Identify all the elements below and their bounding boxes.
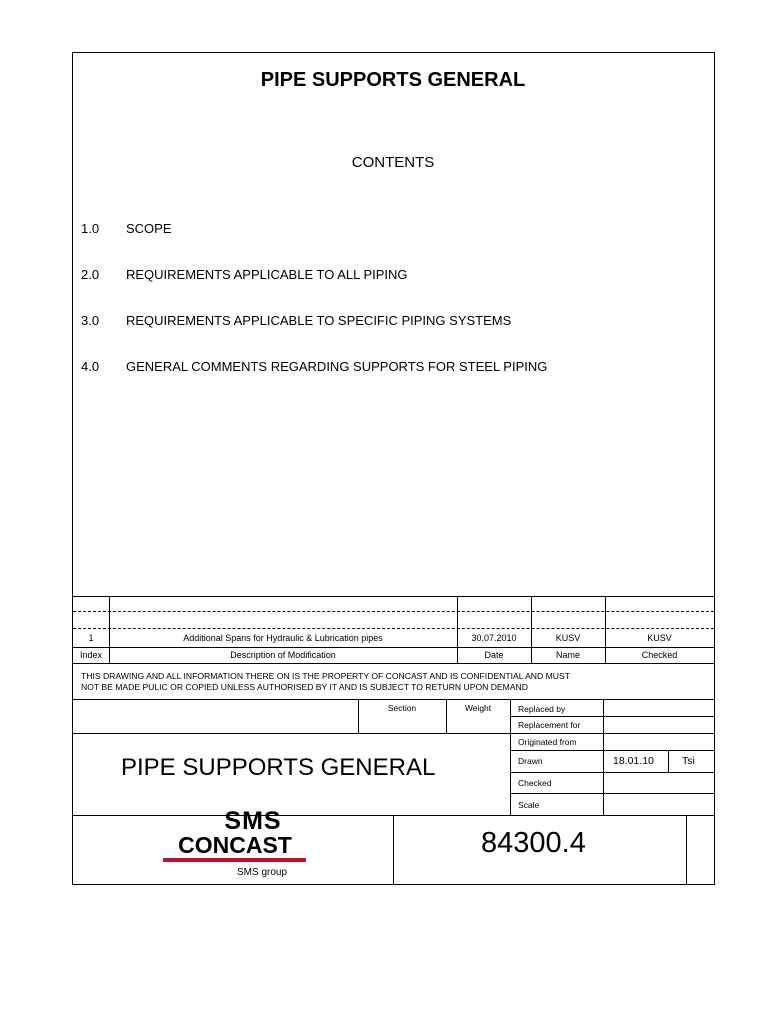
header-description: Description of Modification bbox=[230, 650, 336, 660]
toc-text: REQUIREMENTS APPLICABLE TO SPECIFIC PIPING SYSTEMS bbox=[126, 313, 512, 328]
toc-number: 3.0 bbox=[81, 313, 100, 328]
toc-number: 1.0 bbox=[81, 221, 100, 236]
revision-name: KUSV bbox=[555, 633, 581, 643]
drawn-label: Drawn bbox=[518, 756, 543, 766]
toc-text: GENERAL COMMENTS REGARDING SUPPORTS FOR STEEL PIPING bbox=[126, 359, 548, 374]
weight-label: Weight bbox=[464, 703, 492, 713]
logo-group-text: SMS group bbox=[237, 867, 288, 878]
section-label: Section bbox=[387, 703, 417, 713]
revision-description: Additional Spans for Hydraulic & Lubrication pipes bbox=[183, 633, 383, 643]
toc-number: 2.0 bbox=[81, 267, 100, 282]
logo-red-bar bbox=[163, 858, 306, 862]
drawing-title: PIPE SUPPORTS GENERAL bbox=[121, 754, 436, 781]
header-checked: Checked bbox=[641, 650, 678, 660]
header-date: Date bbox=[484, 650, 504, 660]
contents-heading: CONTENTS bbox=[351, 154, 435, 171]
replacement-for-label: Replacement for bbox=[518, 720, 581, 730]
revision-checked: KUSV bbox=[647, 633, 672, 643]
revision-date: 30.07.2010 bbox=[471, 633, 517, 643]
toc-text: SCOPE bbox=[126, 221, 172, 236]
drawn-by: Tsi bbox=[682, 755, 695, 767]
document-title: PIPE SUPPORTS GENERAL bbox=[260, 69, 526, 91]
toc-number: 4.0 bbox=[81, 359, 100, 374]
notice-line: THIS DRAWING AND ALL INFORMATION THERE ON IS THE PROPERTY OF CONCAST AND IS CONFIDENTIAL AND MUST bbox=[81, 671, 570, 681]
header-index: Index bbox=[79, 650, 103, 660]
logo-concast-text: CONCAST bbox=[178, 832, 292, 858]
toc-text: REQUIREMENTS APPLICABLE TO ALL PIPING bbox=[126, 267, 408, 282]
replaced-by-label: Replaced by bbox=[518, 704, 566, 714]
originated-from-label: Originated from bbox=[518, 737, 577, 747]
scale-label: Scale bbox=[518, 800, 540, 810]
header-name: Name bbox=[555, 650, 580, 660]
revision-index: 1 bbox=[88, 633, 94, 643]
notice-line: NOT BE MADE PULIC OR COPIED UNLESS AUTHORISED BY IT AND IS SUBJECT TO RETURN UPON DEMAND bbox=[81, 682, 528, 692]
drawing-frame bbox=[72, 52, 715, 885]
drawing-number: 84300.4 bbox=[481, 827, 586, 859]
checked-label: Checked bbox=[518, 778, 552, 788]
drawn-date: 18.01.10 bbox=[613, 755, 654, 767]
confidentiality-notice bbox=[81, 671, 701, 693]
logo-sms-text: SMS bbox=[224, 807, 282, 835]
